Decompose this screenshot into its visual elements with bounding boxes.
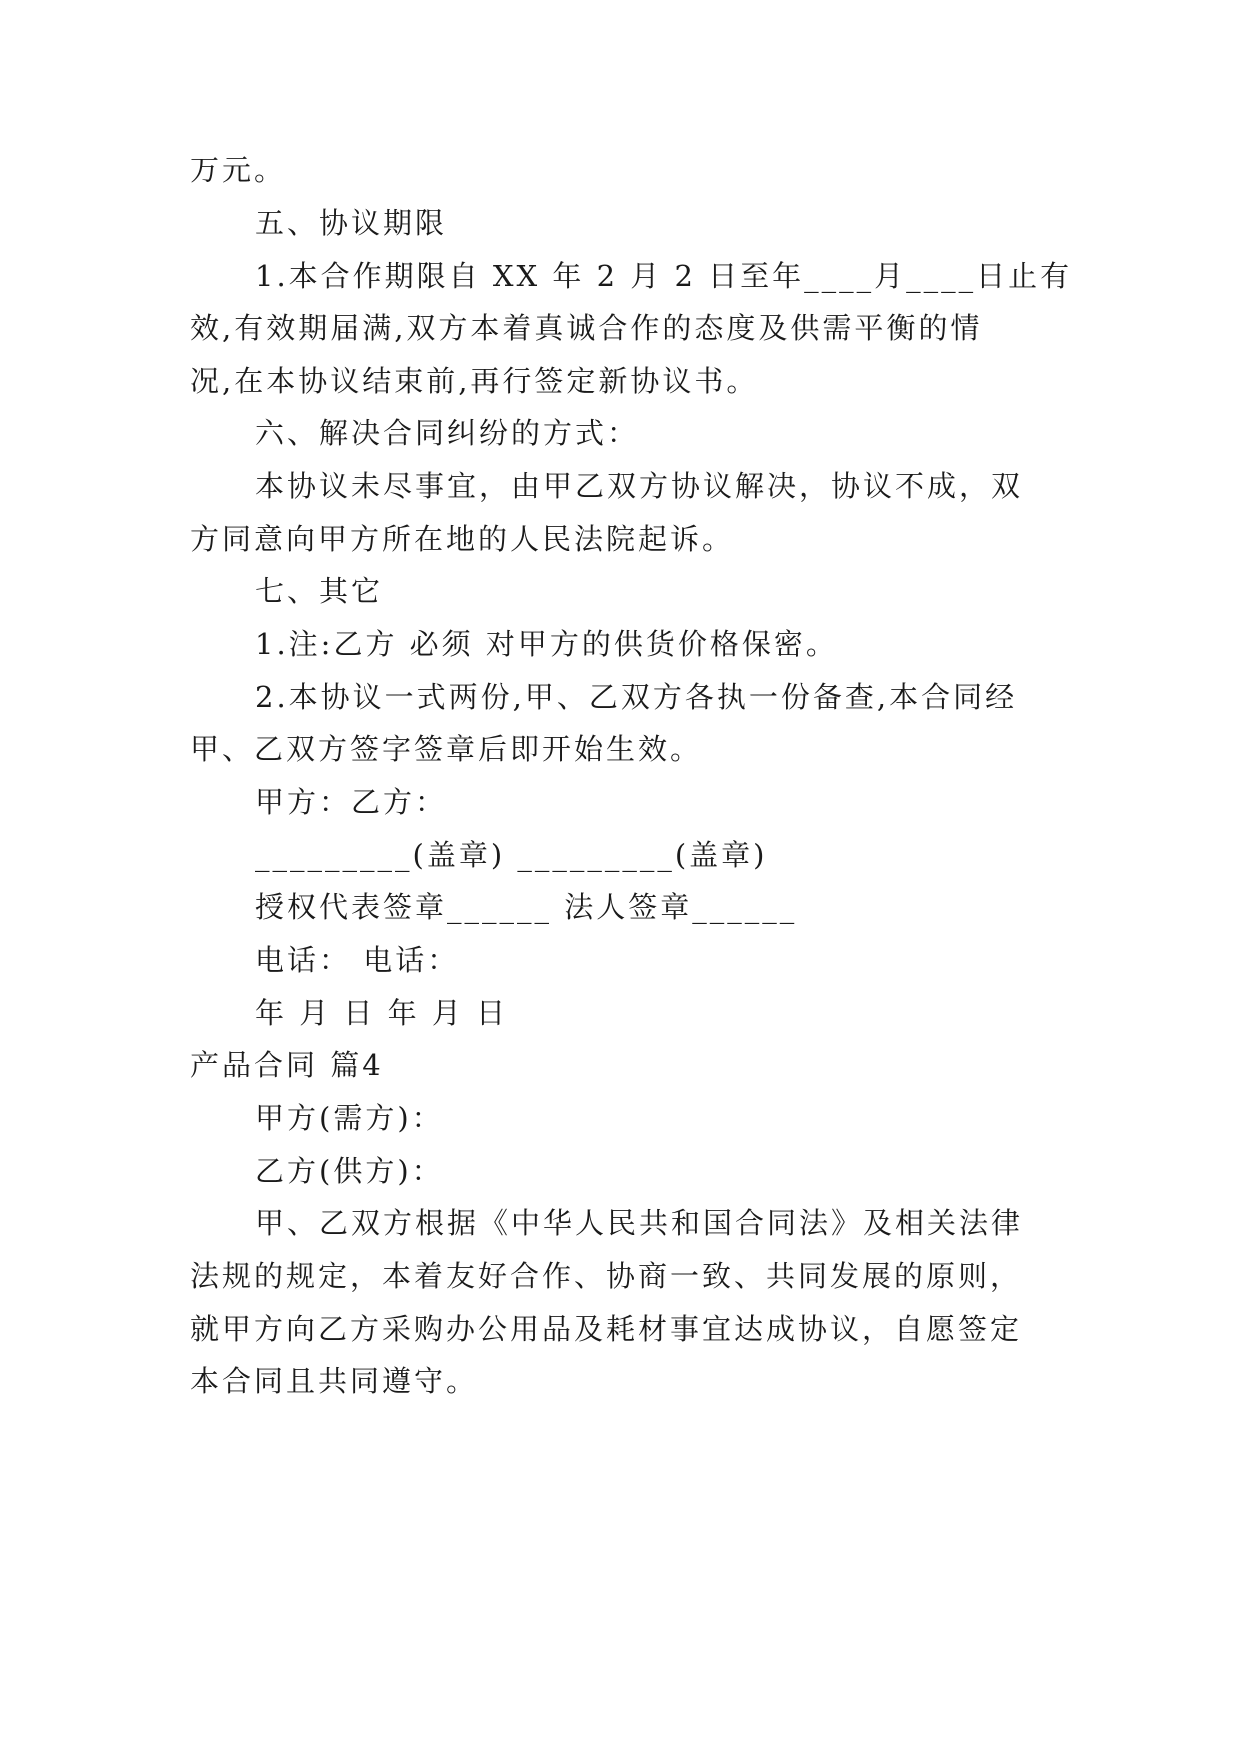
text-line: 效,有效期届满,双方本着真诚合作的态度及供需平衡的情	[190, 311, 983, 345]
section-heading: 七、其它	[255, 574, 384, 608]
text-line: 本协议未尽事宜，由甲乙双方协议解决，协议不成，双	[255, 469, 1024, 503]
text-line: 甲、乙双方根据《中华人民共和国合同法》及相关法律	[255, 1206, 1024, 1240]
signature-line: 授权代表签章______ 法人签章______	[255, 890, 798, 924]
seal-line: _________(盖章) _________(盖章)	[255, 838, 768, 872]
party-a: 甲方(需方)：	[255, 1101, 444, 1135]
text-line: 本合同且共同遵守。	[190, 1364, 479, 1398]
section-heading: 五、协议期限	[255, 206, 448, 240]
signature-parties: 甲方：乙方：	[255, 785, 448, 819]
text-line: 方同意向甲方所在地的人民法院起诉。	[190, 522, 735, 556]
section-heading: 六、解决合同纠纷的方式：	[255, 416, 640, 450]
text-line: 2.本协议一式两份,甲、乙双方各执一份备查,本合同经	[255, 680, 1018, 714]
text-line: 1.本合作期限自 XX 年 2 月 2 日至年____月____日止有	[255, 259, 1073, 293]
date-line: 年 月 日 年 月 日	[255, 996, 509, 1030]
text-line: 就甲方向乙方采购办公用品及耗材事宜达成协议，自愿签定	[190, 1312, 1023, 1346]
text-line: 1.注:乙方 必须 对甲方的供货价格保密。	[255, 627, 838, 661]
contract-title: 产品合同 篇4	[190, 1048, 384, 1082]
phone-line: 电话： 电话：	[255, 943, 460, 977]
party-b: 乙方(供方)：	[255, 1154, 444, 1188]
text-line: 万元。	[190, 153, 287, 187]
text-line: 法规的规定，本着友好合作、协商一致、共同发展的原则，	[190, 1259, 1023, 1293]
text-line: 甲、乙双方签字签章后即开始生效。	[190, 732, 703, 766]
text-line: 况,在本协议结束前,再行签定新协议书。	[190, 364, 759, 398]
